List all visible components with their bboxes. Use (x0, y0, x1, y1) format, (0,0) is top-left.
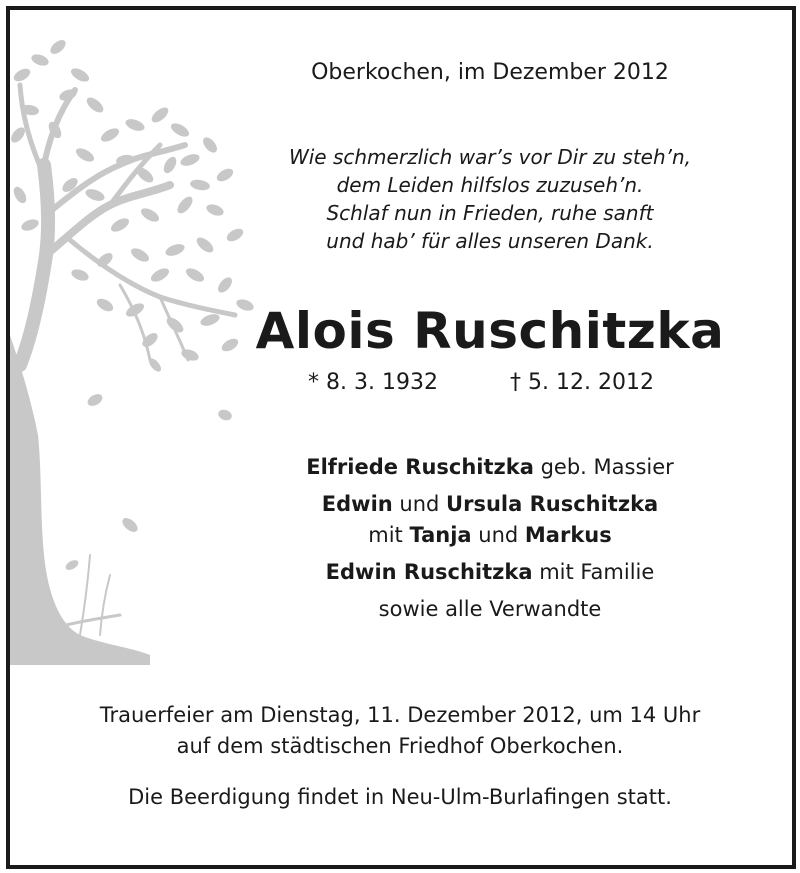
tree-illustration-icon (10, 35, 260, 665)
mourner-conjunction: mit (368, 523, 410, 547)
mourner-conjunction: und (392, 492, 447, 516)
mourner-conjunction: und (471, 523, 525, 547)
poem (230, 143, 750, 255)
place-date: Oberkochen, im Dezember 2012 (311, 60, 669, 85)
mourner-line (230, 557, 750, 588)
mourner-line (230, 452, 750, 483)
mourner-line: sowie alle Verwandte (378, 597, 602, 621)
mourner-line (230, 489, 750, 520)
service-line: auf dem städtischen Friedhof Oberkochen. (176, 734, 624, 758)
service-info (20, 700, 780, 813)
poem-line: Wie schmerzlich war’s vor Dir zu steh’n, (288, 145, 692, 169)
deceased-name: Alois Ruschitzka (255, 302, 725, 360)
mourner-name: Tanja (409, 523, 472, 547)
birth-date: * 8. 3. 1932 (308, 370, 438, 395)
death-date: † 5. 12. 2012 (510, 370, 654, 395)
mourner-name: Edwin Ruschitzka (325, 560, 533, 584)
mourner-name: Elfriede Ruschitzka (306, 455, 534, 479)
service-line: Trauerfeier am Dienstag, 11. Dezember 2012, um 14 Uhr (99, 703, 701, 727)
mourner-detail: geb. Massier (533, 455, 674, 479)
burial-info: Die Beerdigung findet in Neu-Ulm-Burlafingen statt. (128, 785, 672, 809)
poem-line: Schlaf nun in Frieden, ruhe sanft (326, 201, 654, 225)
mourner-line (230, 520, 750, 551)
poem-line: dem Leiden hilfslos zuzuseh’n. (336, 173, 644, 197)
mourner-name: Ursula Ruschitzka (446, 492, 659, 516)
mourners-list (230, 452, 750, 625)
mourner-name: Edwin (321, 492, 393, 516)
poem-line: und hab’ für alles unseren Dank. (326, 229, 654, 253)
mourner-name: Markus (524, 523, 612, 547)
section-rule (6, 690, 10, 865)
mourner-detail: mit Familie (532, 560, 655, 584)
